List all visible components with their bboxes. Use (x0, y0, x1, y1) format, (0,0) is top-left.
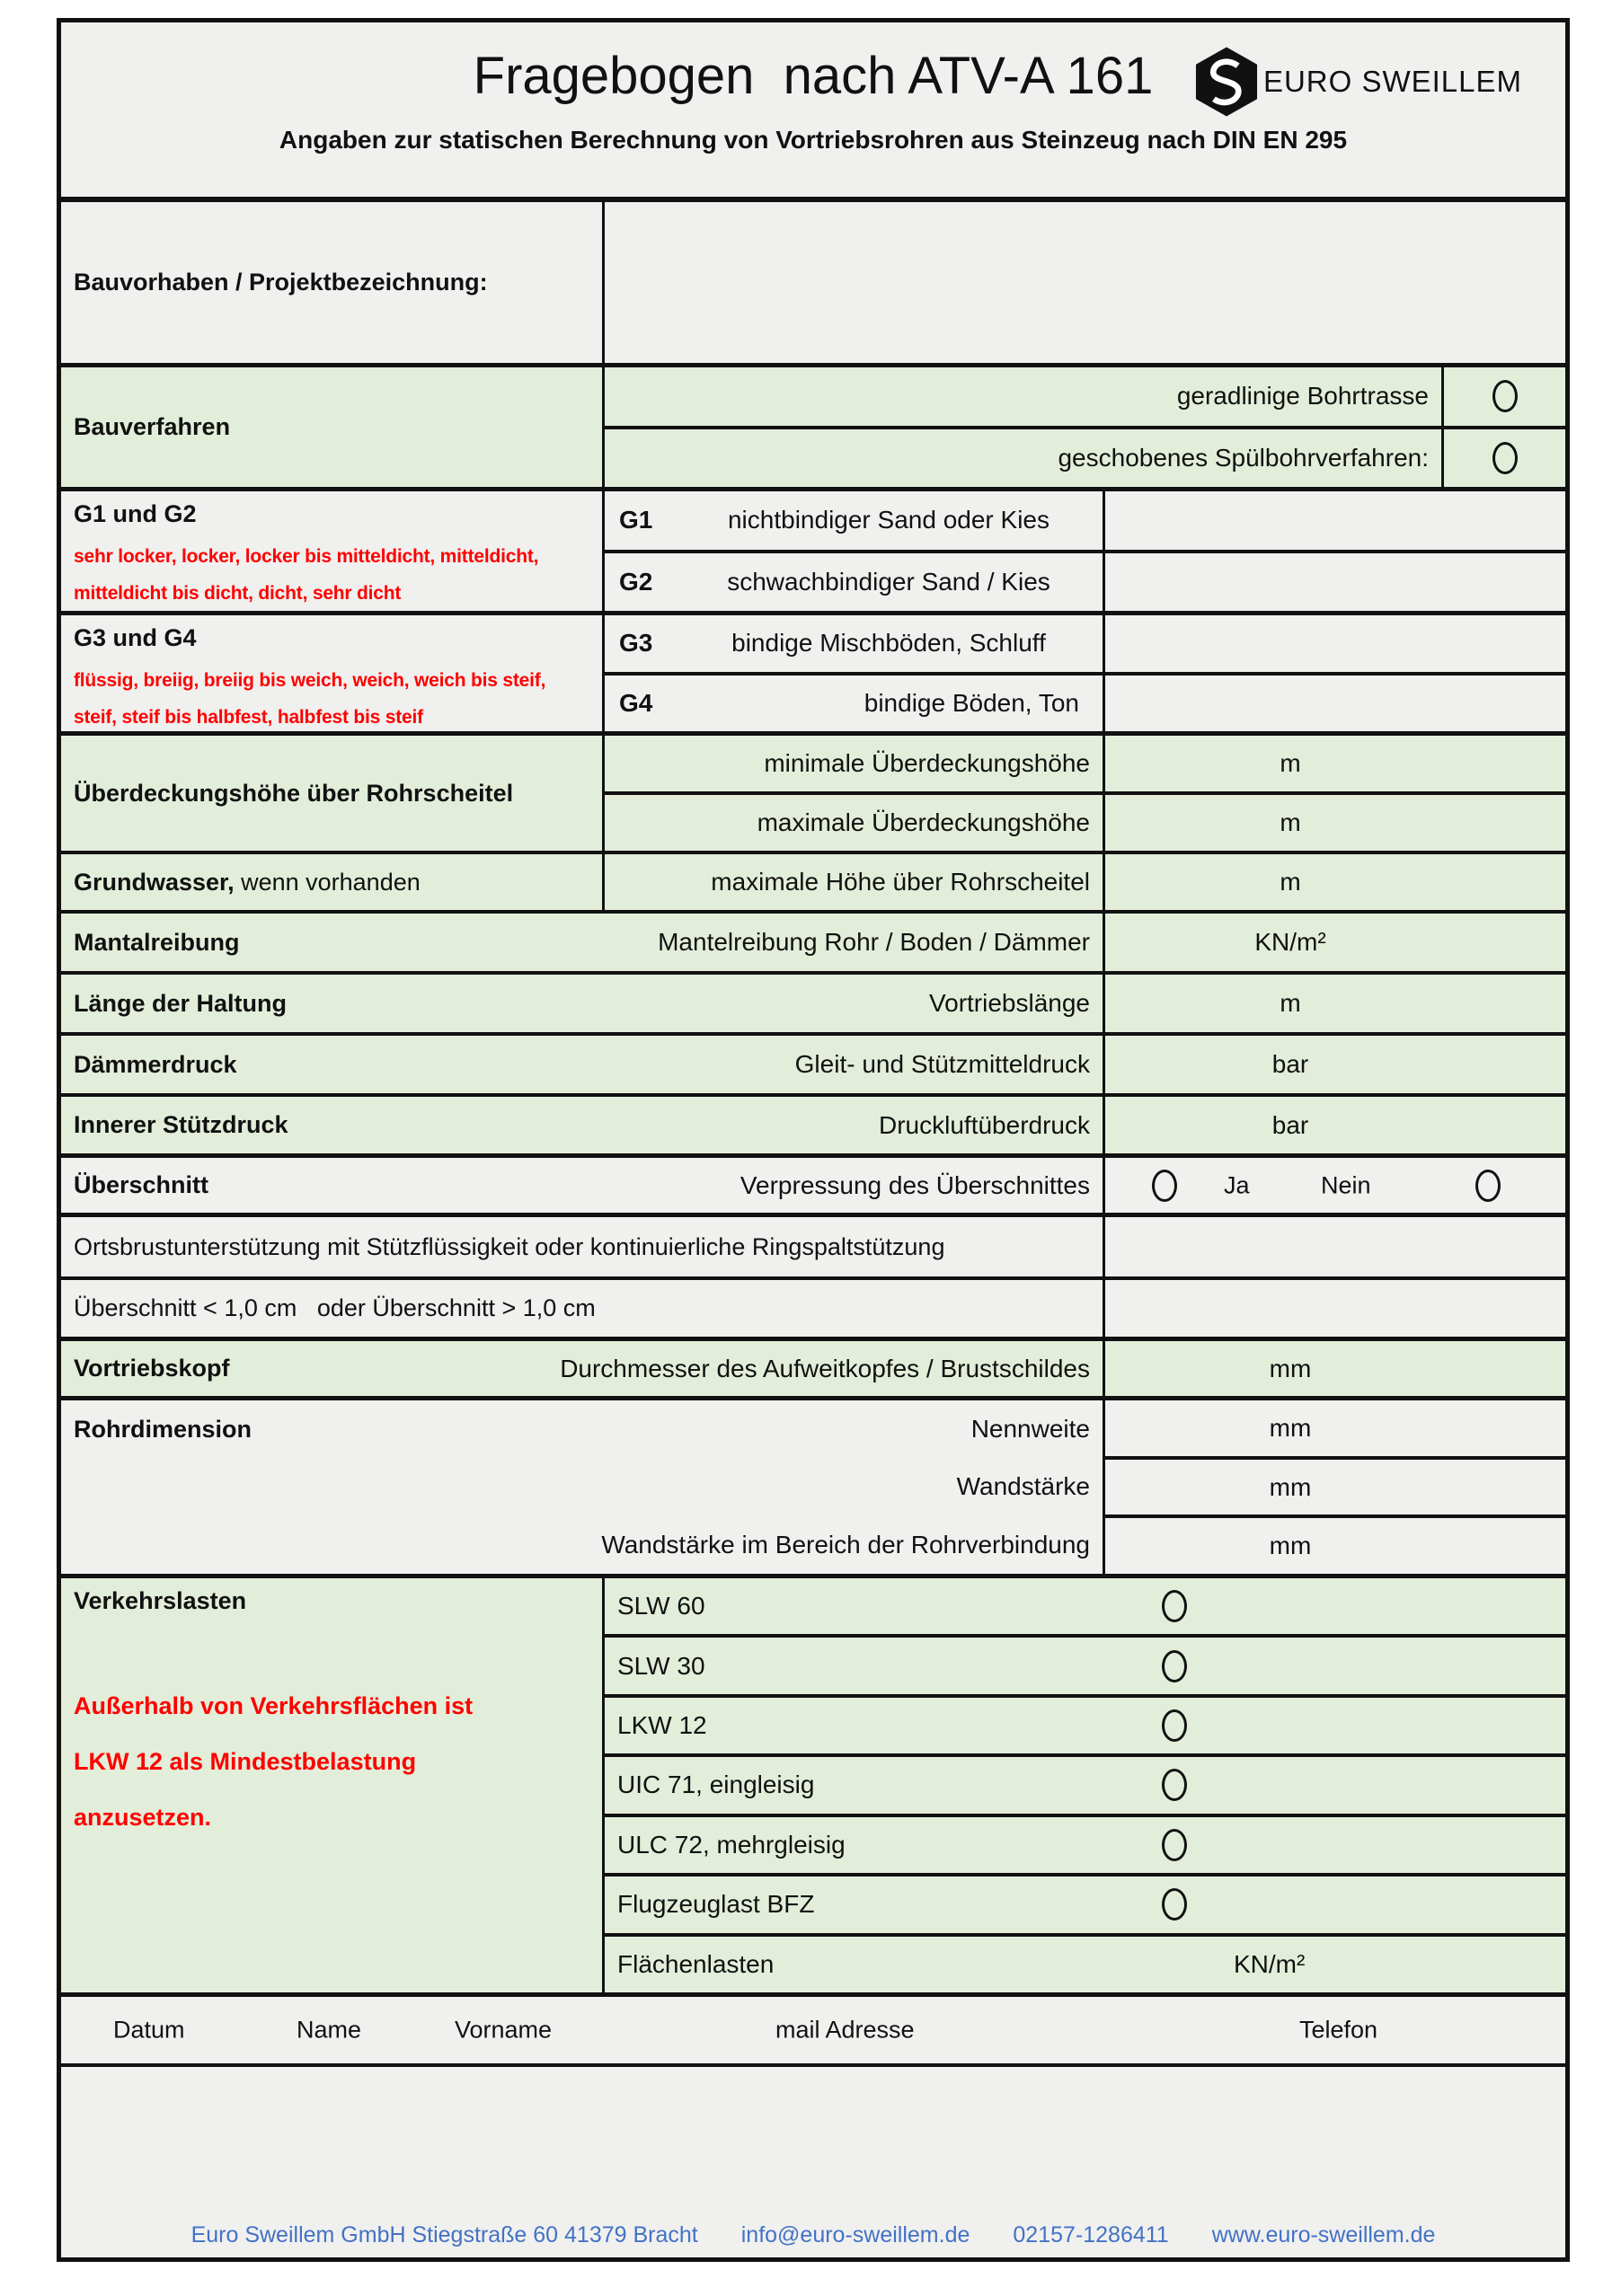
ortsbrust-text: Ortsbrustunterstützung mit Stützflüssigkeit oder kontinuierliche Ringspaltstützung (74, 1232, 945, 1260)
bauverfahren-label-cell (61, 367, 605, 487)
ortsbrust-row (61, 1217, 1565, 1280)
grundwasser-label-cell (61, 854, 605, 910)
form-header (61, 22, 1565, 202)
g1-g2-rows (605, 491, 1565, 611)
grundwasser-label-bold: Grundwasser, (74, 868, 235, 896)
ueberschnitt-cell (61, 1158, 1103, 1213)
bauvorhaben-row (61, 202, 1565, 367)
g2-desc: schwachbindiger Sand / Kies (727, 567, 1050, 596)
g2-row (605, 553, 1565, 612)
vortriebskopf-desc: Durchmesser des Aufweitkopfes / Brustschildes (560, 1354, 1090, 1382)
ueberschnitt-groesse-row (61, 1280, 1565, 1341)
daemmerdruck-cell (61, 1036, 1103, 1093)
signature-header-row (61, 1997, 1565, 2067)
bauverfahren-option-row (605, 367, 1565, 429)
verpressung-ja-radio[interactable] (1152, 1170, 1177, 1202)
ulc72-row (605, 1817, 1565, 1877)
bauvorhaben-input-cell[interactable] (605, 202, 1565, 363)
g1-g2-note: sehr locker, locker, locker bis mitteldicht, mitteldicht, mitteldicht bis dicht, dicht, sehr dicht (74, 546, 539, 604)
signature-header-telefon: Telefon (1299, 2016, 1378, 2044)
footer-email: info@euro-sweillem.de (740, 2222, 970, 2247)
g1-g2-section (61, 491, 1565, 615)
lkw12-radio[interactable] (1162, 1709, 1187, 1742)
signature-header-mail: mail Adresse (775, 2016, 915, 2044)
form-title: Fragebogen nach ATV-A 161 (473, 47, 1154, 105)
footer-phone: 02157-1286411 (1013, 2222, 1169, 2247)
slw30-radio[interactable] (1162, 1650, 1187, 1682)
g3-g4-rows (605, 615, 1565, 731)
ueberschnitt-groesse-text: Überschnitt < 1,0 cm oder Überschnitt > 1,0 cm (74, 1294, 596, 1321)
verpressung-nein-radio[interactable] (1475, 1170, 1501, 1202)
nennweite-desc: Nennweite (970, 1415, 1090, 1444)
min-ueberdeckung-row (605, 736, 1565, 795)
lkw12-row (605, 1698, 1565, 1757)
ueberdeckung-section (61, 736, 1565, 854)
bohrtrasse-radio-cell (1441, 367, 1565, 426)
ortsbrust-value-cell[interactable] (1103, 1217, 1565, 1276)
bauverfahren-label: Bauverfahren (74, 413, 231, 440)
daemmerdruck-row (61, 1036, 1565, 1097)
bauvorhaben-label-cell (61, 202, 605, 363)
stuetzdruck-label: Innerer Stützdruck (74, 1111, 288, 1138)
spuelbohrverfahren-label: geschobenes Spülbohrverfahren: (1058, 443, 1429, 472)
slw60-label: SLW 60 (617, 1592, 705, 1620)
g1-g2-label: G1 und G2 (74, 500, 197, 527)
stuetzdruck-cell (61, 1097, 1103, 1153)
ulc72-radio[interactable] (1162, 1829, 1187, 1861)
ueberdeckung-label: Überdeckungshöhe über Rohrscheitel (74, 779, 514, 807)
haltung-desc: Vortriebslänge (928, 989, 1090, 1017)
haltung-row (61, 975, 1565, 1036)
ueberdeckung-label-cell (61, 736, 605, 851)
logo (1193, 44, 1522, 119)
g1-code: G1 (619, 506, 653, 534)
stuetzdruck-row (61, 1097, 1565, 1158)
haltung-cell (61, 975, 1103, 1032)
stuetzdruck-desc: Druckluftüberdruck (879, 1110, 1090, 1139)
grundwasser-value-cell[interactable]: m (1103, 854, 1565, 910)
wandstaerke-value-cell[interactable]: mm (1105, 1460, 1565, 1519)
g2-value-cell[interactable] (1103, 553, 1565, 612)
flaechenlasten-unit[interactable]: KN/m² (1234, 1949, 1306, 1978)
slw60-row (605, 1578, 1565, 1638)
verkehrslasten-label-cell (61, 1578, 605, 1992)
rohrdimension-section (61, 1400, 1565, 1578)
min-ueberdeckung-desc: minimale Überdeckungshöhe (764, 749, 1090, 777)
g3-desc: bindige Mischböden, Schluff (731, 629, 1046, 658)
bauverfahren-row (61, 367, 1565, 491)
grundwasser-label-rest: wenn vorhanden (234, 868, 421, 896)
flugzeuglast-radio[interactable] (1162, 1888, 1187, 1921)
slw60-radio[interactable] (1162, 1590, 1187, 1622)
mantalreibung-row (61, 914, 1565, 975)
max-ueberdeckung-row (605, 795, 1565, 851)
max-ueberdeckung-value-cell[interactable]: m (1103, 795, 1565, 851)
g4-value-cell[interactable] (1103, 676, 1565, 732)
vortriebskopf-cell (61, 1341, 1103, 1396)
mantalreibung-desc: Mantelreibung Rohr / Boden / Dämmer (658, 928, 1090, 956)
stuetzdruck-value-cell[interactable]: bar (1103, 1097, 1565, 1153)
lkw12-label: LKW 12 (617, 1711, 707, 1740)
ueberschnitt-groesse-value-cell[interactable] (1103, 1280, 1565, 1337)
verpressung-nein-label: Nein (1321, 1171, 1371, 1198)
g1-desc: nichtbindiger Sand oder Kies (727, 506, 1050, 534)
g1-row (605, 491, 1565, 553)
ueberschnitt-desc: Verpressung des Überschnittes (740, 1170, 1090, 1199)
flaechenlasten-label: Flächenlasten (617, 1949, 775, 1978)
wandstaerke-verbindung-desc: Wandstärke im Bereich der Rohrverbindung (601, 1530, 1090, 1559)
grundwasser-row (61, 854, 1565, 914)
uic71-radio[interactable] (1162, 1769, 1187, 1801)
slw30-label: SLW 30 (617, 1651, 705, 1680)
max-ueberdeckung-desc: maximale Überdeckungshöhe (757, 808, 1090, 836)
mantalreibung-cell (61, 914, 1103, 971)
rohrdimension-value-column (1103, 1400, 1565, 1574)
daemmerdruck-desc: Gleit- und Stützmitteldruck (794, 1050, 1090, 1078)
vortriebskopf-label: Vortriebskopf (74, 1355, 230, 1382)
footer-website: www.euro-sweillem.de (1211, 2222, 1436, 2247)
g3-g4-note: flüssig, breiig, breiig bis weich, weich, weich bis steif, steif, steif bis halbfest, halbfest bis steif (74, 670, 546, 728)
vortriebskopf-value-cell[interactable]: mm (1103, 1341, 1565, 1396)
rohrdimension-label-area (61, 1400, 1103, 1574)
flugzeuglast-row (605, 1877, 1565, 1936)
g3-g4-label: G3 und G4 (74, 624, 197, 651)
form-subtitle: Angaben zur statischen Berechnung von Vortriebsrohren aus Steinzeug nach DIN EN 295 (279, 126, 1348, 154)
haltung-value-cell[interactable]: m (1103, 975, 1565, 1032)
spuelbohrverfahren-radio-cell (1441, 429, 1565, 488)
signature-header-vorname: Vorname (455, 2016, 553, 2044)
bauverfahren-options (605, 367, 1565, 487)
bohrtrasse-radio[interactable] (1492, 380, 1518, 412)
signature-input-area[interactable] (61, 2067, 1565, 2257)
verpressung-ja-label: Ja (1224, 1171, 1250, 1198)
rohrdimension-label: Rohrdimension (74, 1415, 252, 1443)
footer (61, 2222, 1565, 2248)
spuelbohrverfahren-radio[interactable] (1492, 442, 1518, 474)
daemmerdruck-value-cell[interactable]: bar (1103, 1036, 1565, 1093)
nennweite-value-cell[interactable]: mm (1105, 1400, 1565, 1460)
ueberschnitt-row (61, 1158, 1565, 1217)
wandstaerke-row (61, 1458, 1103, 1515)
daemmerdruck-label: Dämmerdruck (74, 1050, 237, 1078)
flugzeuglast-label: Flugzeuglast BFZ (617, 1890, 815, 1919)
bauvorhaben-label: Bauvorhaben / Projektbezeichnung: (74, 269, 488, 296)
signature-header-datum: Datum (113, 2016, 185, 2044)
wandstaerke-desc: Wandstärke (956, 1472, 1090, 1501)
grundwasser-desc: maximale Höhe über Rohrscheitel (711, 868, 1090, 896)
haltung-label: Länge der Haltung (74, 989, 288, 1017)
bohrtrasse-label: geradlinige Bohrtrasse (1176, 382, 1429, 411)
g3-g4-section (61, 615, 1565, 736)
g3-value-cell[interactable] (1103, 615, 1565, 672)
verpressung-choice-cell (1103, 1158, 1565, 1213)
ulc72-label: ULC 72, mehrgleisig (617, 1830, 846, 1859)
fragebogen-form (57, 18, 1570, 2262)
g3-code: G3 (619, 629, 653, 658)
mantalreibung-label: Mantalreibung (74, 928, 240, 956)
euro-sweillem-logo-icon (1193, 44, 1260, 119)
uic71-label: UIC 71, eingleisig (617, 1771, 815, 1799)
logo-text: EURO SWEILLEM (1262, 65, 1522, 98)
wandstaerke-verbindung-value-cell[interactable]: mm (1269, 1532, 1312, 1560)
uic71-row (605, 1757, 1565, 1816)
g2-code: G2 (619, 567, 653, 596)
g1-g2-label-cell (61, 491, 605, 611)
verkehrslasten-options (605, 1578, 1565, 1992)
vortriebskopf-row (61, 1341, 1565, 1400)
verkehrslasten-label: Verkehrslasten (74, 1587, 247, 1614)
signature-header-name: Name (297, 2016, 362, 2044)
g1-value-cell[interactable] (1103, 491, 1565, 550)
g4-row (605, 676, 1565, 732)
g4-code: G4 (619, 688, 653, 717)
g3-row (605, 615, 1565, 676)
nennweite-row (61, 1400, 1103, 1458)
min-ueberdeckung-value-cell[interactable]: m (1103, 736, 1565, 791)
flaechenlasten-row (605, 1937, 1565, 1992)
verkehrslasten-section (61, 1578, 1565, 1997)
ueberschnitt-label: Überschnitt (74, 1171, 209, 1198)
bauverfahren-option-row (605, 429, 1565, 488)
mantalreibung-value-cell[interactable]: KN/m² (1103, 914, 1565, 971)
g4-desc: bindige Böden, Ton (864, 688, 1079, 717)
slw30-row (605, 1638, 1565, 1697)
verkehrslasten-note: Außerhalb von Verkehrsflächen ist LKW 12 als Mindestbelastung anzusetzen. (74, 1692, 474, 1832)
footer-company: Euro Sweillem GmbH Stiegstraße 60 41379 Bracht (190, 2222, 698, 2247)
wandstaerke-verbindung-row (61, 1516, 1103, 1574)
g3-g4-label-cell (61, 615, 605, 731)
ueberdeckung-rows (605, 736, 1565, 851)
